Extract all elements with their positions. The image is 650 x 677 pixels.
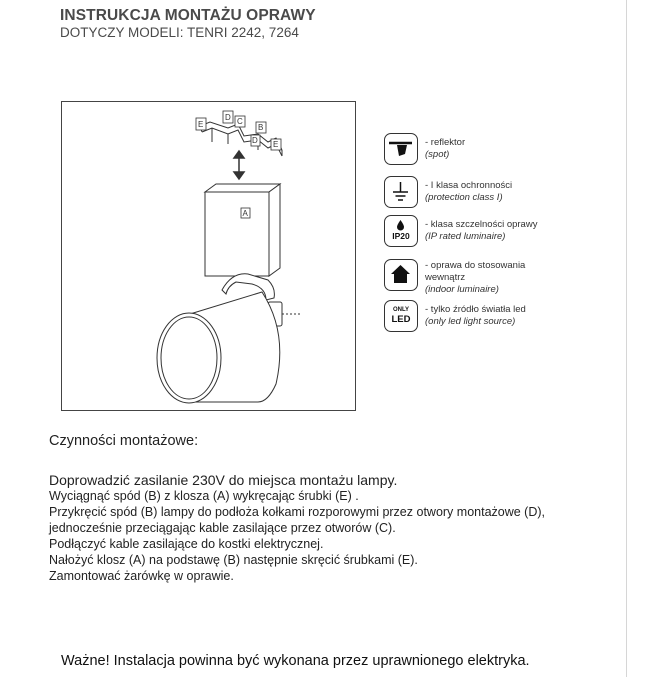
label-d-top: D (225, 113, 231, 122)
only-label: ONLY (392, 307, 410, 313)
legend-row-protection (384, 176, 614, 210)
legend-text-protection: - I klasa ochronności (protection class I) (425, 180, 513, 203)
assembly-drawing (62, 102, 357, 412)
ground-icon (384, 176, 418, 208)
double-arrow (234, 151, 244, 179)
important-note: Ważne! Instalacja powinna być wykonana przez uprawnionego elektryka. (61, 653, 530, 669)
legend-text-ip: - klasa szczelności oprawy (IP rated luminaire) (425, 219, 538, 242)
ip20-label: IP20 (392, 231, 410, 241)
document-title: INSTRUKCJA MONTAŻU OPRAWY (60, 7, 316, 24)
legend-text-led: - tylko źródło światła led (only led light source) (425, 304, 526, 327)
ip20-icon (384, 215, 418, 247)
legend-row-led (384, 300, 614, 334)
instruction-step: Przykręcić spód (B) lampy do podłoża kołkami rozporowymi przez otwory montażowe (D), (49, 505, 545, 519)
assembly-diagram (61, 101, 356, 411)
base-box (205, 184, 280, 276)
instruction-step: Doprowadzić zasilanie 230V do miejsca montażu lampy. (49, 472, 398, 488)
legend-row-spot (384, 133, 614, 167)
instruction-step: Podłączyć kable zasilające do kostki elektrycznej. (49, 537, 324, 551)
label-b: B (258, 123, 264, 132)
only-led-icon (384, 300, 418, 332)
label-e-left: E (198, 120, 204, 129)
legend-row-ip (384, 215, 614, 249)
legend-text-indoor: - oprawa do stosowania wewnątrz (indoor luminaire) (425, 260, 526, 295)
instruction-step: Wyciągnąć spód (B) z klosza (A) wykręcając śrubki (E) . (49, 489, 359, 503)
legend-row-indoor (384, 259, 614, 293)
house-icon (384, 259, 418, 291)
led-label: LED (391, 314, 411, 325)
instructions-heading: Czynności montażowe: (49, 433, 199, 449)
page-edge-line (626, 0, 627, 677)
document-subtitle: DOTYCZY MODELI: TENRI 2242, 7264 (60, 25, 299, 40)
label-e-right: E (273, 140, 279, 149)
label-a: A (242, 209, 248, 218)
instruction-step: jednocześnie przeciągając kable zasilające przez otworów (C). (49, 521, 396, 535)
label-d-bottom: D (252, 136, 258, 145)
legend-text-spot: - reflektor (spot) (425, 137, 466, 160)
instruction-step: Nałożyć klosz (A) na podstawę (B) następnie skręcić śrubkami (E). (49, 553, 418, 567)
lamp-cylinder (157, 292, 280, 403)
label-c: C (237, 117, 243, 126)
spotlight-icon (384, 133, 418, 165)
instruction-step: Zamontować żarówkę w oprawie. (49, 569, 234, 583)
